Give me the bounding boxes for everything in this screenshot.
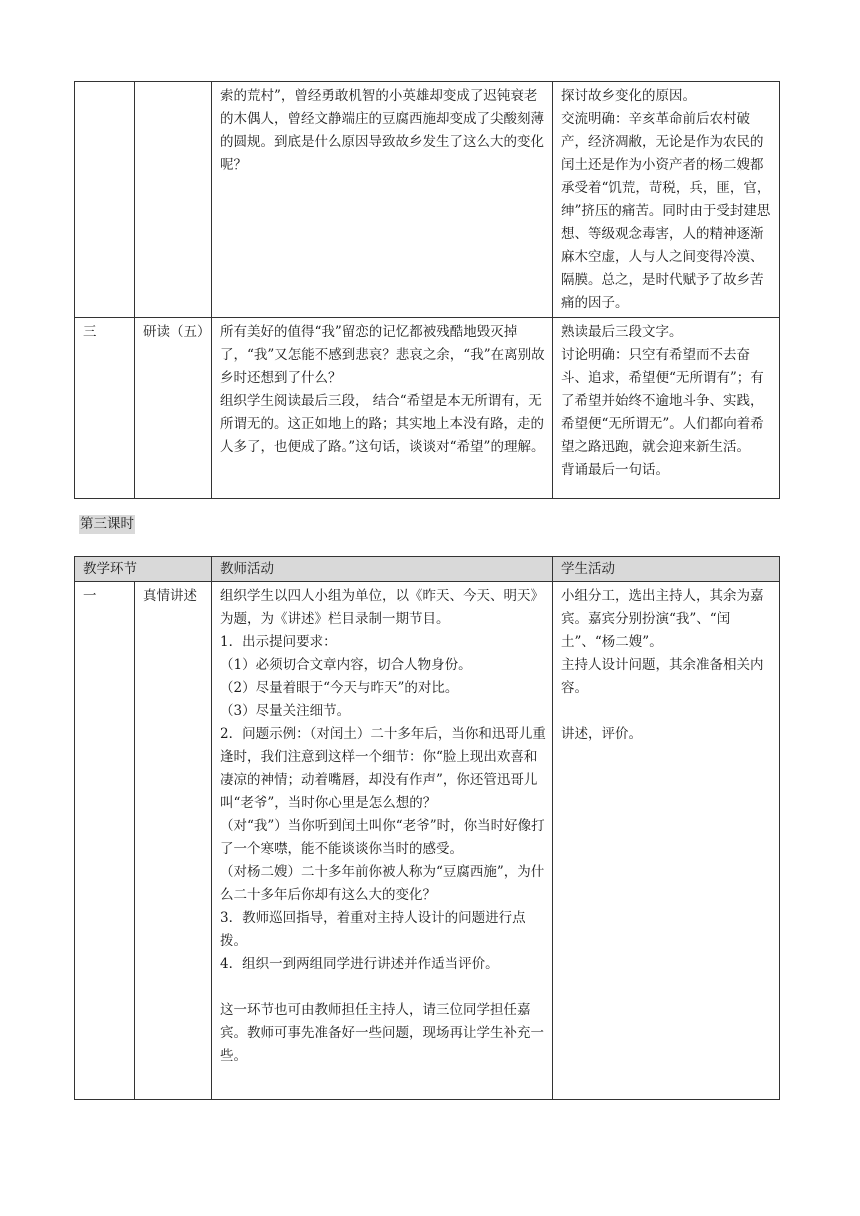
teacher-activity-cell: [212, 582, 553, 1100]
teacher-activity-text: （对杨二嫂）二十多年前你被人称为“豆腐西施”，为什么二十多年后你却有这么大的变化？: [220, 864, 545, 903]
requirement-item: （1）必须切合文章内容，切合人物身份。: [220, 657, 472, 673]
teacher-activity-cell: [212, 318, 553, 499]
spacer: [561, 700, 773, 723]
spacer: [220, 976, 546, 999]
student-activity-text: 讨论明确：只空有希望而不去奋斗、追求，希望便“无所谓有”；有了希望并始终不逾地斗争、实践，希望便“无所谓无”。人们都向着希望之路迅跑，就会迎来新生活。: [561, 347, 764, 455]
student-activity-text: 背诵最后一句话。: [561, 462, 669, 478]
teacher-activity-text: （对“我”）当你听到闰土叫你“老爷”时，你当时好像打了一个寒噤，能不能谈谈你当时的感受。: [220, 818, 545, 857]
student-activity-text: 探讨故乡变化的原因。: [561, 88, 696, 104]
student-activity-cell: [553, 582, 780, 1100]
segment-cell: 真情讲述: [135, 582, 212, 1100]
header-teacher: 教师活动: [212, 557, 553, 582]
teacher-activity-text: 组织学生以四人小组为单位，以《昨天、今天、明天》为题，为《讲述》栏目录制一期节目。: [220, 588, 544, 627]
header-student: 学生活动: [553, 557, 780, 582]
segment-cell: [135, 82, 212, 318]
number-cell: [75, 82, 135, 318]
requirement-item: （3）尽量关注细节。: [220, 703, 351, 719]
teacher-activity-cell: [212, 82, 553, 318]
teacher-activity-text: 所有美好的值得“我”留恋的记忆都被残酷地毁灭掉了，“我”又怎能不感到悲哀？悲哀之余，“我”在离别故乡时还想到了什么？: [220, 324, 545, 386]
table-row: [75, 318, 780, 499]
number-cell: 一: [75, 582, 135, 1100]
requirement-item: （2）尽量着眼于“今天与昨天”的对比。: [220, 680, 459, 696]
student-activity-cell: [553, 82, 780, 318]
student-activity-text: 讲述，评价。: [561, 726, 642, 742]
table-header-row: [75, 557, 780, 582]
student-activity-text: 小组分工，选出主持人，其余为嘉宾。嘉宾分别扮演“我”、“闰土”、“杨二嫂”。: [561, 588, 764, 650]
table-row: [75, 582, 780, 1100]
teacher-activity-text: 4．组织一到两组同学进行讲述并作适当评价。: [220, 956, 499, 972]
number-cell: 三: [75, 318, 135, 499]
student-activity-text: 熟读最后三段文字。: [561, 324, 683, 340]
teacher-activity-text: 组织学生阅读最后三段， 结合“希望是本无所谓有，无所谓无的。这正如地上的路；其实地上本没有路，走的人多了，也便成了路。”这句话，谈谈对“希望”的理解。: [220, 393, 545, 455]
lesson-table-continued: [74, 81, 780, 499]
segment-cell: 研读（五）: [135, 318, 212, 499]
teacher-activity-text: 这一环节也可由教师担任主持人，请三位同学担任嘉宾。教师可事先准备好一些问题，现场再让学生补充一些。: [220, 1002, 544, 1064]
lesson-table-third-period: [74, 556, 780, 1100]
header-segment: 教学环节: [75, 557, 212, 582]
teacher-activity-text: 2．问题示例：（对闰土）二十多年后，当你和迅哥儿重逢时，我们注意到这样一个细节：你“脸上现出欢喜和凄凉的神情；动着嘴唇，却没有作声”，你还管迅哥儿叫“老爷”，当时你心里是怎么想的？: [220, 726, 546, 811]
student-activity-text: 主持人设计问题，其余准备相关内容。: [561, 657, 764, 696]
student-activity-cell: [553, 318, 780, 499]
student-activity-text: 交流明确：辛亥革命前后农村破产，经济凋敝，无论是作为农民的闰土还是作为小资产者的杨二嫂都承受着“饥荒，苛税，兵，匪，官，绅”挤压的痛苦。同时由于受封建思想、等级观念毒害，人的精神逐渐麻木空虚，人与人之间变得冷漠、隔膜。总之，是时代赋予了故乡苦痛的因子。: [561, 111, 771, 311]
teacher-activity-text: 索的荒村”，曾经勇敢机智的小英雄却变成了迟钝衰老的木偶人，曾经文静端庄的豆腐西施却变成了尖酸刻薄的圆规。到底是什么原因导致故乡发生了这么大的变化呢？: [220, 88, 544, 173]
teacher-activity-text: 1．出示提问要求：: [220, 634, 337, 650]
table-row: [75, 82, 780, 318]
teacher-activity-text: 3．教师巡回指导，着重对主持人设计的问题进行点拨。: [220, 910, 526, 949]
section-heading: 第三课时: [80, 516, 134, 532]
